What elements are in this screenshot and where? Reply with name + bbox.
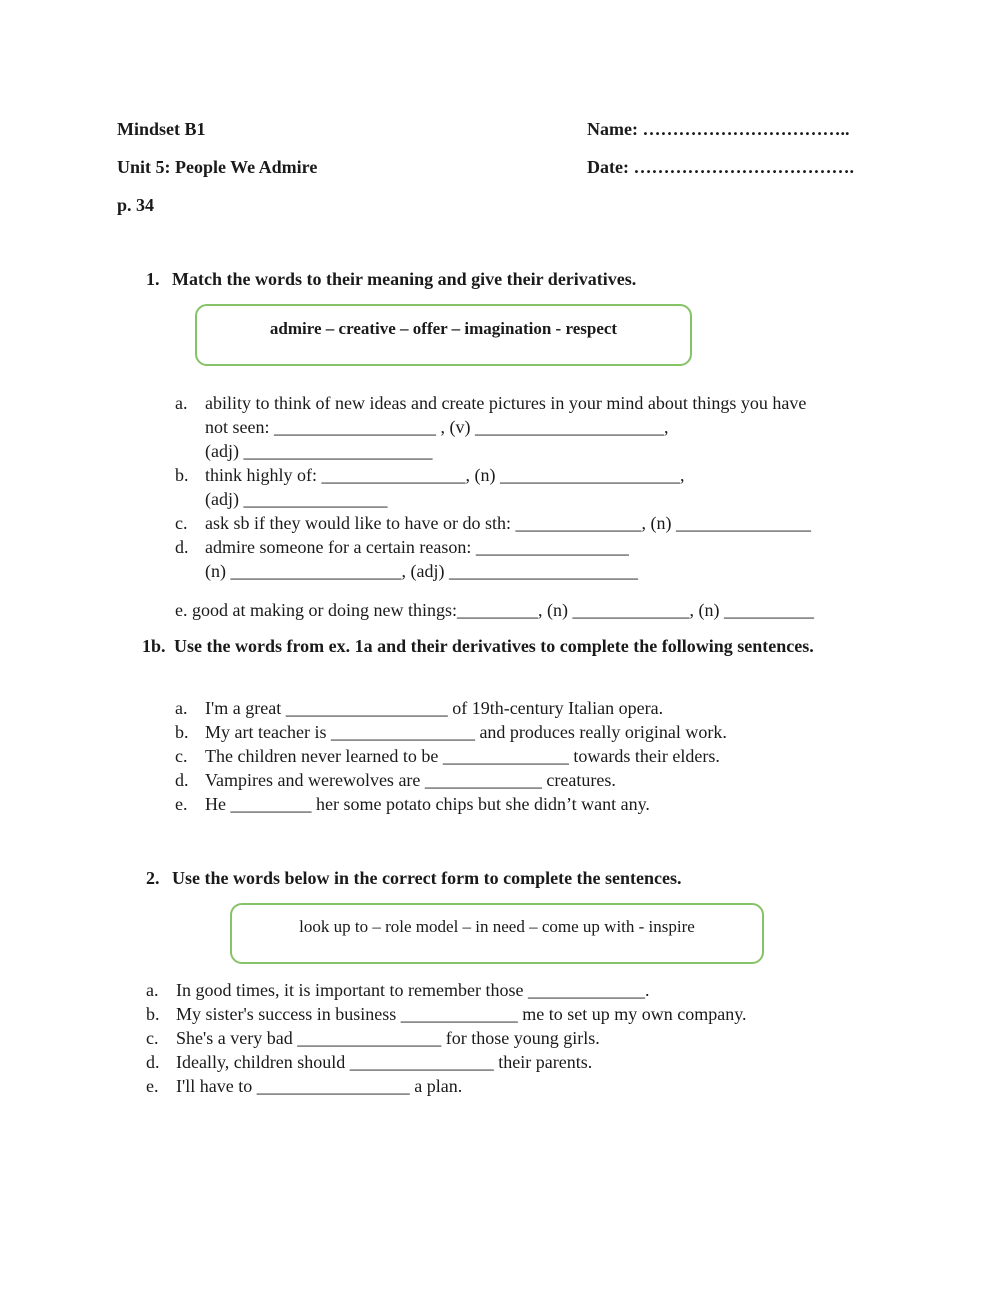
list-item <box>146 978 747 1002</box>
item-label: d. <box>146 1052 160 1072</box>
item-label: b. <box>146 1004 160 1024</box>
exercise-instruction: Use the words below in the correct form to complete the sentences. <box>172 868 682 888</box>
item-text[interactable]: He _________ her some potato chips but she didn’t want any. <box>205 794 650 814</box>
exercise-2-heading <box>146 868 682 889</box>
word-box-2 <box>230 903 764 964</box>
list-item <box>175 768 727 792</box>
item-text[interactable]: Ideally, children should ________________ their parents. <box>176 1052 593 1072</box>
item-text[interactable]: My art teacher is ________________ and produces really original work. <box>205 722 727 742</box>
exercise-instruction: Use the words from ex. 1a and their derivatives to complete the following sentences. <box>174 636 814 656</box>
page-number: p. 34 <box>117 195 155 215</box>
item-label: c. <box>175 513 188 533</box>
course-title: Mindset B1 <box>117 119 206 139</box>
list-item <box>175 391 811 463</box>
item-label: d. <box>175 770 189 790</box>
exercise-1-heading <box>146 269 636 290</box>
list-item <box>175 463 811 511</box>
item-text[interactable]: (adj) _____________________ <box>205 441 433 461</box>
item-text[interactable]: In good times, it is important to remember those _____________. <box>176 980 650 1000</box>
exercise-number: 1b. <box>142 636 166 656</box>
list-item <box>175 744 727 768</box>
word-box-1 <box>195 304 692 366</box>
item-label: c. <box>146 1028 159 1048</box>
item-label: e. <box>146 1076 159 1096</box>
list-item-e[interactable]: e. good at making or doing new things:_________, (n) _____________, (n) __________ <box>175 600 814 620</box>
item-text[interactable]: ability to think of new ideas and create pictures in your mind about things you have <box>205 393 807 413</box>
item-text[interactable]: ask sb if they would like to have or do sth: ______________, (n) _______________ <box>205 513 811 533</box>
exercise-instruction: Match the words to their meaning and give their derivatives. <box>172 269 637 289</box>
item-label: b. <box>175 722 189 742</box>
list-item <box>175 535 811 583</box>
exercise-number: 1. <box>146 269 160 289</box>
list-item <box>175 511 811 535</box>
item-text[interactable]: She's a very bad ________________ for those young girls. <box>176 1028 600 1048</box>
item-label: a. <box>146 980 159 1000</box>
list-item <box>175 720 727 744</box>
exercise-number: 2. <box>146 868 160 888</box>
list-item <box>146 1050 747 1074</box>
item-label: d. <box>175 537 189 557</box>
list-item <box>146 1026 747 1050</box>
item-text[interactable]: not seen: __________________ , (v) _____________________, <box>205 417 669 437</box>
list-item <box>146 1074 747 1098</box>
name-field[interactable]: Name: …………………………….. <box>587 119 850 139</box>
item-text[interactable]: I'll have to _________________ a plan. <box>176 1076 463 1096</box>
item-text[interactable]: (n) ___________________, (adj) _____________________ <box>205 561 638 581</box>
item-text[interactable]: My sister's success in business _____________ me to set up my own company. <box>176 1004 747 1024</box>
exercise-2-items <box>146 978 747 1098</box>
item-text[interactable]: Vampires and werewolves are _____________ creatures. <box>205 770 616 790</box>
exercise-1-items <box>175 391 811 583</box>
item-text[interactable]: think highly of: ________________, (n) ____________________, <box>205 465 685 485</box>
list-item <box>175 696 727 720</box>
word-box-text: admire – creative – offer – imagination - respect <box>269 319 618 338</box>
item-label: a. <box>175 393 188 413</box>
item-text[interactable]: I'm a great __________________ of 19th-century Italian opera. <box>205 698 664 718</box>
date-field[interactable]: Date: ………………………………. <box>587 157 854 177</box>
item-text[interactable]: (adj) ________________ <box>205 489 388 509</box>
exercise-1b-heading <box>142 636 814 657</box>
item-label: b. <box>175 465 189 485</box>
exercise-1b-items <box>175 696 727 816</box>
item-label: c. <box>175 746 188 766</box>
list-item <box>175 792 727 816</box>
item-text[interactable]: The children never learned to be ______________ towards their elders. <box>205 746 720 766</box>
unit-title: Unit 5: People We Admire <box>117 157 318 177</box>
item-text[interactable]: admire someone for a certain reason: _________________ <box>205 537 629 557</box>
word-box-text: look up to – role model – in need – come up with - inspire <box>299 916 695 936</box>
item-label: a. <box>175 698 188 718</box>
list-item <box>146 1002 747 1026</box>
item-label: e. <box>175 794 188 814</box>
